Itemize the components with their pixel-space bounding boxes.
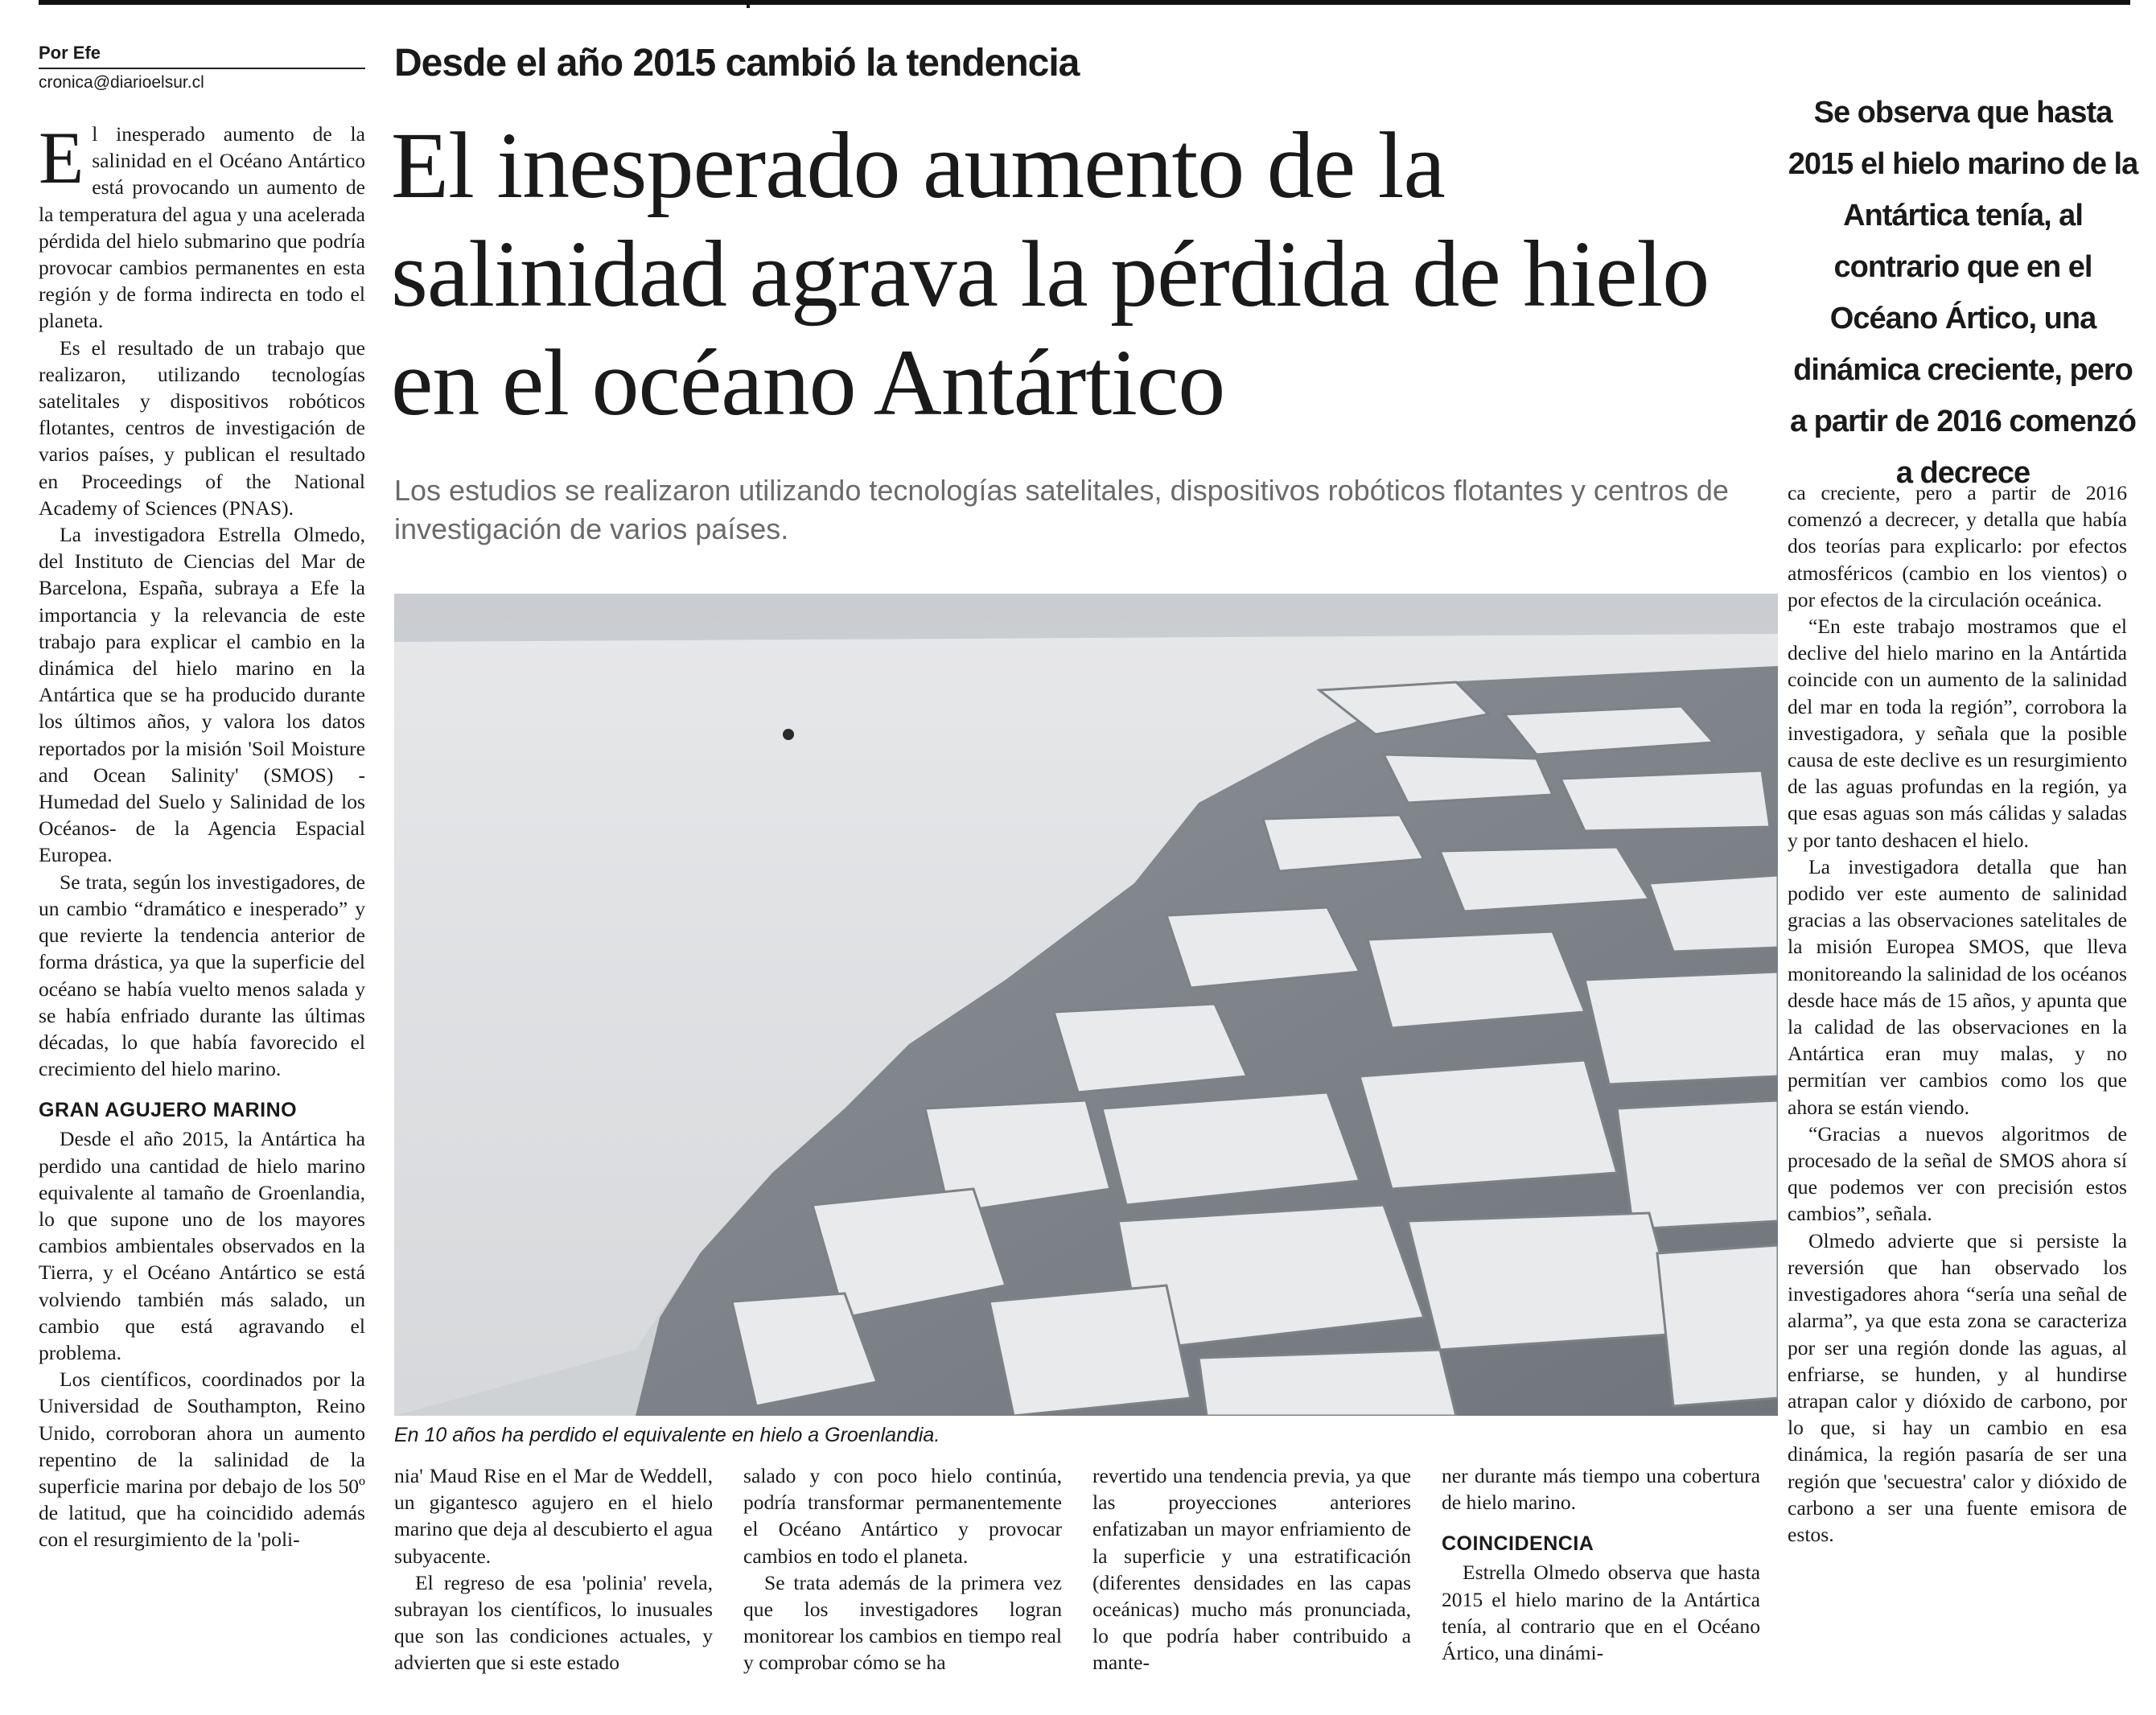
dropcap: E [39, 117, 84, 199]
paragraph-lead [39, 117, 365, 335]
byline-rule [39, 68, 365, 69]
column-5 [1442, 1462, 1760, 1666]
paragraph: El regreso de esa 'polinia' revela, subrayan los científicos, lo inusuales que son las condiciones actuales, y advierten que si este estado [394, 1570, 713, 1675]
byline-email: cronica@diarioelsur.cl [39, 73, 204, 92]
paragraph: Es el resultado de un trabajo que realizaron, utilizando tecnologías satelitales y dispositivos robóticos flotantes, centros de investigación de varios países, y publican el resultado en Proceedings of the National Academy of Sciences (PNAS). [39, 335, 365, 520]
paragraph: Estrella Olmedo observa que hasta 2015 el hielo marino de la Antártica tenía, al contrario que en el Océano Ártico, una dinámi- [1442, 1561, 1760, 1665]
column-2 [394, 1462, 713, 1676]
deck: Los estudios se realizaron utilizando tecnologías satelitales, dispositivos robóticos flotantes y centros de investigación de varios países. [394, 474, 1729, 545]
paragraph: Desde el año 2015, la Antártica ha perdido una cantidad de hielo marino equivalente al tamaño de Groenlandia, lo que supone uno de los mayores cambios ambientales observados en la Tierra, y el Océano Antártico se está volviendo también más salado, un cambio que está agravando el problema. [39, 1127, 365, 1364]
paragraph: ner durante más tiempo una cobertura de hielo marino. [1442, 1464, 1760, 1515]
paragraph: Se trata además de la primera vez que los investigadores logran monitorear los cambios en tiempo real y comprobar cómo se ha [743, 1570, 1062, 1675]
column-1 [39, 117, 365, 1553]
headline: El inesperado aumento de la salinidad agrava la pérdida de hielo en el océano Antártico [391, 113, 1710, 435]
paragraph: salado y con poco hielo continúa, podría transformar permanentemente el Océano Antártico y provocar cambios en todo el planeta. [743, 1464, 1062, 1568]
byline-author: Por Efe [39, 43, 101, 63]
paragraph: Olmedo advierte que si persiste la reversión que han observado los investigadores ahora “sería una señal de alarma”, ya que esta zona se caracteriza por ser una región donde las aguas, al enfriarse, se hunden, y al hundirse atrapan calor y dióxido de carbono, por lo que, si hay un cambio en esa dinámica, la región pasaría de ser una región que 'secuestra' calor y dióxido de carbono a ser una fuente emisora de estos. [1788, 1228, 2127, 1546]
paragraph: Se trata, según los investigadores, de un cambio “dramático e inesperado” y que revierte la tendencia anterior de forma drástica, ya que la superficie del océano se había vuelto menos salada y se había enfriado durante las últimas décadas, lo que había favorecido el crecimiento del hielo marino. [39, 870, 365, 1081]
paragraph: ca creciente, pero a partir de 2016 comenzó a decrecer, y detalla que había dos teorías para explicarlo: por efectos atmosféricos (cambio en los vientos) o por efectos de la circulación oceánica. [1788, 481, 2127, 611]
paragraph: revertido una tendencia previa, ya que las proyecciones anteriores enfatizaban un mayor enfriamiento de la superficie y una estratificación (diferentes densidades en las capas oceánicas) mucho más pronunciada, lo que podría haber contribuido a mante- [1092, 1464, 1411, 1675]
column-3 [743, 1462, 1062, 1676]
paragraph: nia' Maud Rise en el Mar de Weddell, un gigantesco agujero en el hielo marino que deja al descubierto el agua subyacente. [394, 1464, 713, 1568]
byline [39, 42, 365, 93]
paragraph: Los científicos, coordinados por la Universidad de Southampton, Reino Unido, corroboran ahora un aumento repentino de la salinidad de la superficie marina por debajo de los 50º de latitud, que ha coincidido además con el resurgimiento de la 'poli- [39, 1367, 365, 1552]
column-4 [1092, 1462, 1411, 1676]
top-rule-mark [747, 0, 750, 8]
subhead-coincidencia: COINCIDENCIA [1442, 1532, 1594, 1556]
kicker: Desde el año 2015 cambió la tendencia [394, 42, 1080, 84]
paragraph: La investigadora Estrella Olmedo, del Instituto de Ciencias del Mar de Barcelona, España, subraya a Efe la importancia y la relevancia de este trabajo para explicar el cambio en la dinámica del hielo marino en la Antártica que se ha producido durante los últimos años, y valora los datos reportados por la misión 'Soil Moisture and Ocean Salinity' (SMOS) -Humedad del Suelo y Salinidad de los Océanos- de la Agencia Espacial Europea. [39, 523, 365, 867]
photo-caption: En 10 años ha perdido el equivalente en hielo a Groenlandia. [394, 1424, 940, 1446]
paragraph: “Gracias a nuevos algoritmos de procesado de la señal de SMOS ahora sí que podemos ver con precisión estos cambios”, señala. [1788, 1121, 2127, 1226]
paragraph: “En este trabajo mostramos que el declive del hielo marino en la Antártida coincide con un aumento de la salinidad del mar en toda la región”, corrobora la investigadora, y señala que la posible causa de este declive es un resurgimiento de las aguas profundas en la región, ya que esas aguas son más cálidas y saladas y por tanto deshacen el hielo. [1788, 615, 2127, 852]
antarctic-ice-photo [394, 594, 1778, 1416]
column-6 [1788, 479, 2127, 1548]
subhead-gran-agujero: GRAN AGUJERO MARINO [39, 1099, 298, 1122]
paragraph: La investigadora detalla que han podido ver este aumento de salinidad gracias a las observaciones satelitales de la misión Europea SMOS, que lleva monitoreando la salinidad de los océanos desde hace más de 15 años, y apunta que la calidad de las observaciones en la Antártica eran muy malas, y no permitían ver cambios como los que ahora se están viendo. [1788, 854, 2127, 1119]
ice-photo-graphic [394, 594, 1778, 1416]
lead-text: l inesperado aumento de la salinidad en el Océano Antártico está provocando un aumento de la temperatura del agua y una acelerada pérdida del hielo submarino que podría provocar cambios permanentes en esta región y de forma indirecta en todo el planeta. [39, 122, 365, 333]
top-rule [39, 0, 2130, 5]
pullquote: Se observa que hasta 2015 el hielo marino de la Antártica tenía, al contrario que en el Océano Ártico, una dinámica creciente, pero a partir de 2016 comenzó a decrece [1788, 96, 2138, 490]
